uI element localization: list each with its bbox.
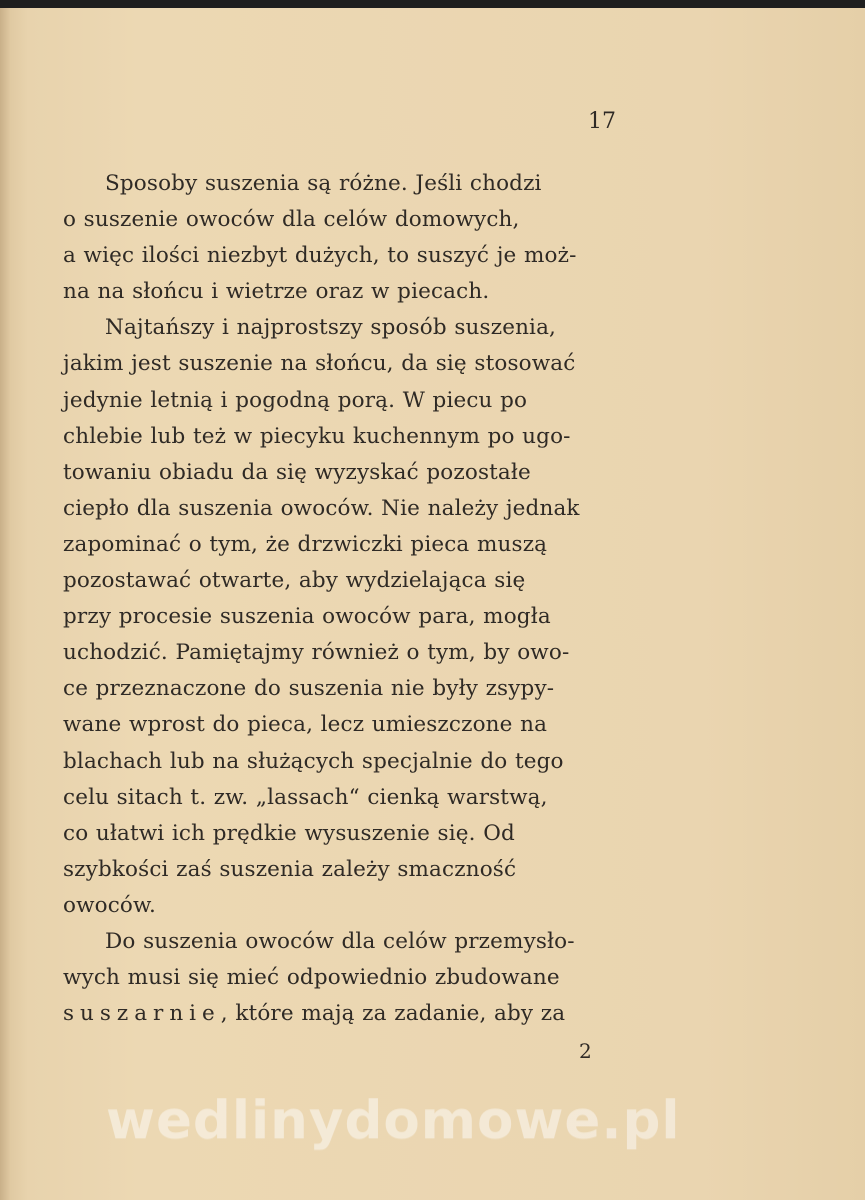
- body-text: [63, 166, 614, 1032]
- paragraph-2: Najtańszy i najprostszy sposób suszenia, jakim jest suszenie na słońcu, da się stosować jedynie letnią i pogodną porą. W piecu po chlebie lub też w piecyku kuchennym po ugo- towaniu obiadu da się wyzyskać pozostałe ciepło dla suszenia owoców. Nie należy jednak zapominać o tym, że drzwiczki pieca muszą pozostawać otwarte, aby wydzielająca się przy procesie suszenia owoców para, mogła uchodzić. Pamiętajmy również o tym, by owo- ce przeznaczone do suszenia nie były zsypy- wane wprost do pieca, lecz umieszczone na blachach lub na służących specjalnie do tego celu sitach t. zw. „lassach“ cienką warstwą, co ułatwi ich prędkie wysuszenie się. Od szybkości zaś suszenia zależy smaczność owoców.: [63, 315, 580, 918]
- printer-signature-mark: 2: [579, 1039, 592, 1063]
- website-watermark: wedlinydomowe.pl: [106, 1090, 681, 1151]
- paragraph-1: Sposoby suszenia są różne. Jeśli chodzi o suszenie owoców dla celów domowych, a więc ilości niezbyt dużych, to suszyć je moż- na na słońcu i wietrze oraz w piecach.: [63, 171, 577, 305]
- paragraph-3-start: Do suszenia owoców dla celów przemysło- wych musi się mieć odpowiednio zbudowane: [63, 928, 575, 991]
- paragraph-3: [63, 924, 614, 1032]
- left-page-edge: [0, 8, 10, 1200]
- top-dark-page-edge: [0, 0, 865, 8]
- paragraph-3-end: , które mają za zadanie, aby za: [220, 1001, 566, 1027]
- spaced-term-suszarnie: suszarnie: [63, 1001, 221, 1027]
- page-number: 17: [588, 109, 616, 134]
